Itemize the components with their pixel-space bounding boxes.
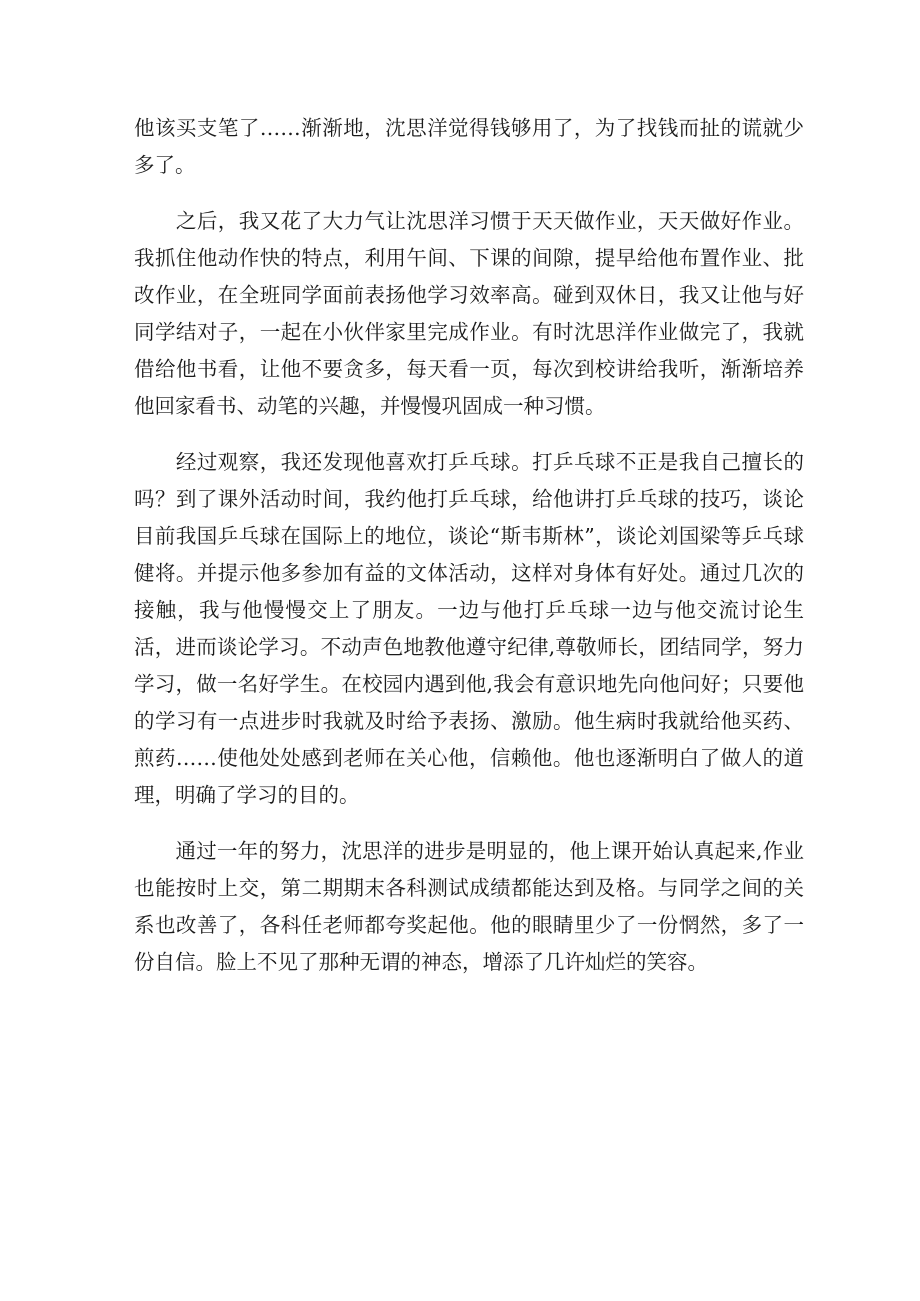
paragraph-1: 他该买支笔了……渐渐地，沈思洋觉得钱够用了，为了找钱而扯的谎就少多了。 — [134, 116, 804, 177]
paragraph-3: 经过观察，我还发现他喜欢打乒乓球。打乒乓球不正是我自己擅长的吗？到了课外活动时间，我约他打乒乓球，给他讲打乒乓球的技巧，谈论目前我国乒乓球在国际上的地位，谈论“斯韦斯林”，谈论刘国梁等乒乓球健将。并提示他多参加有益的文体活动，这样对身体有好处。通过几次的接触，我与他慢慢交上了朋友。一边与他打乒乓球一边与他交流讨论生活，进而谈论学习。不动声色地教他遵守纪律,尊敬师长，团结同学，努力学习，做一名好学生。在校园内遇到他,我会有意识地先向他问好；只要他的学习有一点进步时我就及时给予表扬、激励。他生病时我就给他买药、煎药……使他处处感到老师在关心他，信赖他。他也逐渐明白了做人的道理，明确了学习的目的。 — [134, 450, 804, 807]
paragraph-2: 之后，我又花了大力气让沈思洋习惯于天天做作业，天天做好作业。我抓住他动作快的特点，利用午间、下课的间隙，提早给他布置作业、批改作业，在全班同学面前表扬他学习效率高。碰到双休日，我又让他与好同学结对子，一起在小伙伴家里完成作业。有时沈思洋作业做完了，我就借给他书看，让他不要贪多，每天看一页，每次到校讲给我听，渐渐培养他回家看书、动笔的兴趣，并慢慢巩固成一种习惯。 — [134, 209, 804, 418]
paragraph-4: 通过一年的努力，沈思洋的进步是明显的，他上课开始认真起来,作业也能按时上交，第二期期末各科测试成绩都能达到及格。与同学之间的关系也改善了，各科任老师都夸奖起他。他的眼睛里少了一份惘然，多了一份自信。脸上不见了那种无谓的神态，增添了几许灿烂的笑容。 — [134, 839, 804, 974]
document-body — [134, 110, 804, 981]
